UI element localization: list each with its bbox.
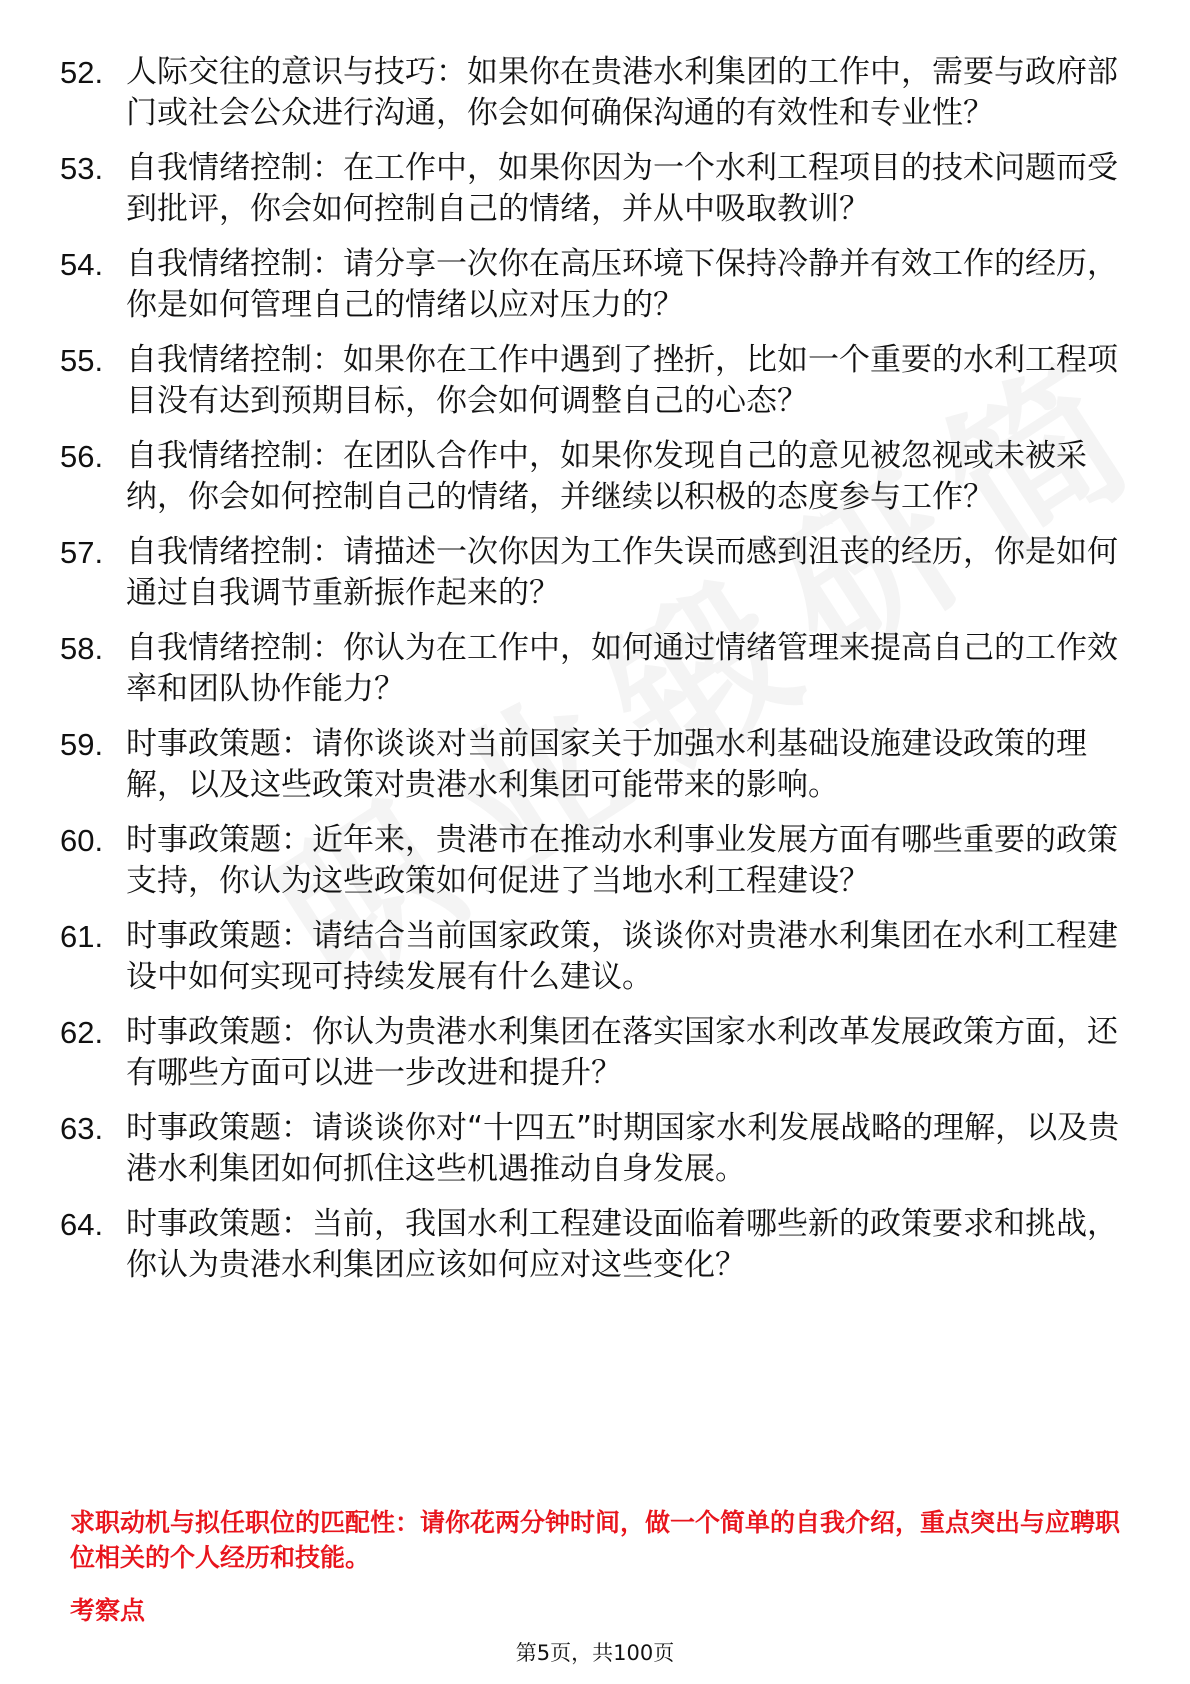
question-number: 61. bbox=[60, 919, 104, 954]
question-text: 时事政策题：当前，我国水利工程建设面临着哪些新的政策要求和挑战，你认为贵港水利集团应该如何应对这些变化？ bbox=[126, 1206, 1118, 1283]
question-item bbox=[60, 532, 1120, 614]
question-list bbox=[60, 52, 1120, 1300]
question-item bbox=[60, 1012, 1120, 1094]
question-number: 53. bbox=[60, 151, 104, 186]
question-text: 自我情绪控制：你认为在工作中，如何通过情绪管理来提高自己的工作效率和团队协作能力？ bbox=[126, 630, 1118, 707]
question-text: 自我情绪控制：如果你在工作中遇到了挫折，比如一个重要的水利工程项目没有达到预期目标，你会如何调整自己的心态？ bbox=[126, 342, 1118, 419]
question-text: 人际交往的意识与技巧：如果你在贵港水利集团的工作中，需要与政府部门或社会公众进行沟通，你会如何确保沟通的有效性和专业性？ bbox=[126, 54, 1118, 131]
question-text: 时事政策题：请你谈谈对当前国家关于加强水利基础设施建设政策的理解，以及这些政策对贵港水利集团可能带来的影响。 bbox=[126, 726, 1087, 803]
question-item bbox=[60, 1108, 1120, 1190]
question-number: 59. bbox=[60, 727, 104, 762]
question-number: 58. bbox=[60, 631, 104, 666]
question-text: 时事政策题：请谈谈你对“十四五”时期国家水利发展战略的理解，以及贵港水利集团如何抓住这些机遇推动自身发展。 bbox=[126, 1110, 1120, 1187]
question-item bbox=[60, 820, 1120, 902]
question-item bbox=[60, 148, 1120, 230]
question-item bbox=[60, 52, 1120, 134]
question-text: 自我情绪控制：在团队合作中，如果你发现自己的意见被忽视或未被采纳，你会如何控制自己的情绪，并继续以积极的态度参与工作？ bbox=[126, 438, 1087, 515]
question-text: 时事政策题：你认为贵港水利集团在落实国家水利改革发展政策方面，还有哪些方面可以进一步改进和提升？ bbox=[126, 1014, 1118, 1091]
question-number: 57. bbox=[60, 535, 104, 570]
question-item bbox=[60, 244, 1120, 326]
question-text: 时事政策题：请结合当前国家政策，谈谈你对贵港水利集团在水利工程建设中如何实现可持续发展有什么建议。 bbox=[126, 918, 1118, 995]
question-number: 63. bbox=[60, 1111, 104, 1146]
question-item bbox=[60, 724, 1120, 806]
question-item bbox=[60, 916, 1120, 998]
question-text: 自我情绪控制：请分享一次你在高压环境下保持冷静并有效工作的经历，你是如何管理自己的情绪以应对压力的？ bbox=[126, 246, 1118, 323]
question-item bbox=[60, 436, 1120, 518]
question-text: 时事政策题：近年来，贵港市在推动水利事业发展方面有哪些重要的政策支持，你认为这些政策如何促进了当地水利工程建设？ bbox=[126, 822, 1118, 899]
question-number: 60. bbox=[60, 823, 104, 858]
question-item bbox=[60, 628, 1120, 710]
highlight-question: 求职动机与拟任职位的匹配性：请你花两分钟时间，做一个简单的自我介绍，重点突出与应聘职位相关的个人经历和技能。 bbox=[70, 1508, 1121, 1572]
question-number: 64. bbox=[60, 1207, 104, 1242]
question-number: 54. bbox=[60, 247, 104, 282]
question-item bbox=[60, 1204, 1120, 1286]
section-label: 考察点 bbox=[70, 1596, 146, 1625]
question-number: 55. bbox=[60, 343, 104, 378]
question-item bbox=[60, 340, 1120, 422]
question-number: 52. bbox=[60, 55, 104, 90]
question-number: 56. bbox=[60, 439, 104, 474]
page-footer: 第5页，共100页 bbox=[515, 1641, 675, 1665]
question-number: 62. bbox=[60, 1015, 104, 1050]
question-text: 自我情绪控制：在工作中，如果你因为一个水利工程项目的技术问题而受到批评，你会如何控制自己的情绪，并从中吸取教训？ bbox=[126, 150, 1118, 227]
question-text: 自我情绪控制：请描述一次你因为工作失误而感到沮丧的经历，你是如何通过自我调节重新振作起来的？ bbox=[126, 534, 1118, 611]
